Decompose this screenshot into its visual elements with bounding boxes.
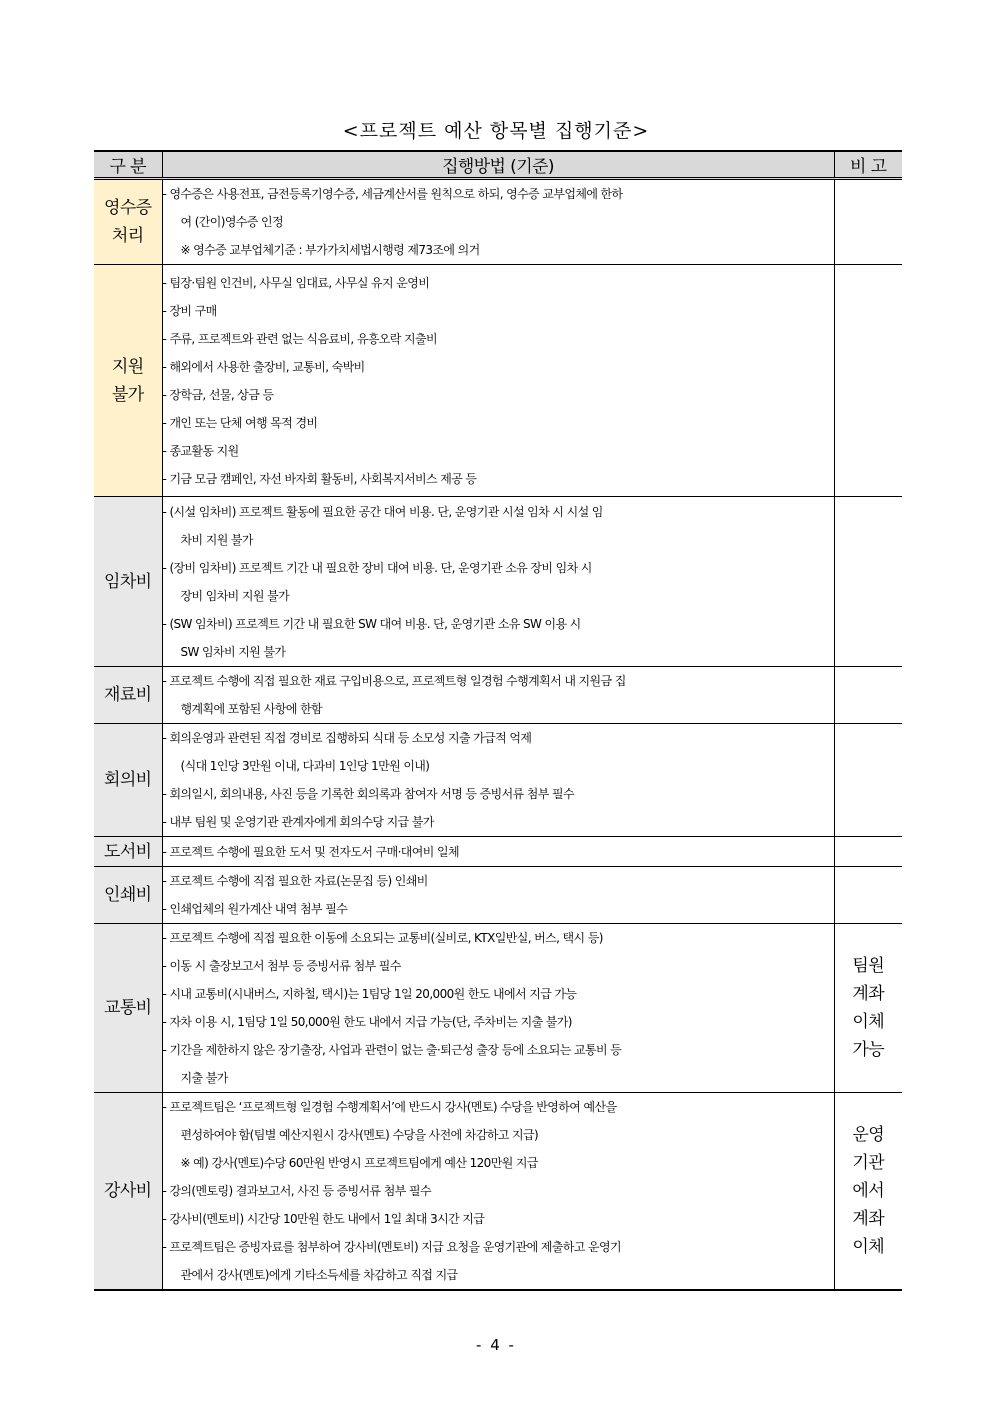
list-item: - 회의일시, 회의내용, 사진 등을 기록한 회의록과 참여자 서명 등 증빙서류 첨부 필수 bbox=[162, 787, 574, 801]
category-cell: 영수증 처리 bbox=[94, 179, 162, 265]
list-item: - 프로젝트 수행에 직접 필요한 이동에 소요되는 교통비(실비로, KTX일반실, 버스, 택시 등) bbox=[162, 931, 603, 945]
list-item: - 강사비(멘토비) 시간당 10만원 한도 내에서 1일 최대 3시간 지급 bbox=[162, 1212, 485, 1226]
list-item: - 개인 또는 단체 여행 목적 경비 bbox=[162, 415, 318, 430]
method-cell bbox=[162, 179, 834, 265]
note-cell: 팀원 계좌 이체 가능 bbox=[834, 924, 902, 1093]
list-item: - 프로젝트 수행에 직접 필요한 재료 구입비용으로, 프로젝트형 일경험 수행계획서 내 지원금 집 bbox=[162, 674, 626, 688]
list-item: - 프로젝트팀은 증빙자료를 첨부하여 강사비(멘토비) 지급 요청을 운영기관에 제출하고 운영기 bbox=[162, 1240, 622, 1254]
list-item: - 강의(멘토링) 결과보고서, 사진 등 증빙서류 첨부 필수 bbox=[162, 1184, 431, 1198]
header-category: 구 분 bbox=[94, 151, 162, 179]
list-item: - 주류, 프로젝트와 관련 없는 식음료비, 유흥오락 지출비 bbox=[162, 331, 437, 346]
list-item: 장비 임차비 지원 불가 bbox=[180, 588, 290, 603]
table-row bbox=[94, 667, 902, 724]
method-cell bbox=[162, 667, 834, 724]
note-cell bbox=[834, 867, 902, 924]
list-item: - 기금 모금 캠페인, 자선 바자회 활동비, 사회복지서비스 제공 등 bbox=[162, 471, 477, 486]
list-item: (식대 1인당 3만원 이내, 다과비 1인당 1만원 이내) bbox=[180, 759, 430, 773]
list-item: 지출 불가 bbox=[180, 1071, 228, 1085]
list-item: 여 (간이)영수증 인정 bbox=[180, 215, 284, 229]
category-cell: 회의비 bbox=[94, 724, 162, 837]
list-item: - 해외에서 사용한 출장비, 교통비, 숙박비 bbox=[162, 359, 365, 374]
list-item: - 장비 구매 bbox=[162, 303, 217, 318]
list-item: - (SW 임차비) 프로젝트 기간 내 필요한 SW 대여 비용. 단, 운영기관 소유 SW 이용 시 bbox=[162, 616, 581, 631]
list-item: ※ 영수증 교부업체기준 : 부가가치세법시행령 제73조에 의거 bbox=[180, 243, 480, 257]
list-item: - (장비 임차비) 프로젝트 기간 내 필요한 장비 대여 비용. 단, 운영기관 소유 장비 임차 시 bbox=[162, 560, 592, 575]
category-cell: 강사비 bbox=[94, 1093, 162, 1291]
page-title: <프로젝트 예산 항목별 집행기준> bbox=[342, 120, 650, 142]
budget-criteria-table bbox=[94, 150, 902, 1291]
category-cell: 재료비 bbox=[94, 667, 162, 724]
list-item: - 프로젝트팀은 ‘프로젝트형 일경험 수행계획서’에 반드시 강사(멘토) 수당을 반영하여 예산을 bbox=[162, 1100, 617, 1114]
note-cell: 운영 기관 에서 계좌 이체 bbox=[834, 1093, 902, 1291]
list-item: ※ 예) 강사(멘토)수당 60만원 반영시 프로젝트팀에게 예산 120만원 지급 bbox=[180, 1156, 538, 1170]
note-cell bbox=[834, 837, 902, 867]
list-item: - 시내 교통비(시내버스, 지하철, 택시)는 1팀당 1일 20,000원 한도 내에서 지급 가능 bbox=[162, 987, 577, 1001]
list-item: - 기간을 제한하지 않은 장기출장, 사업과 관련이 없는 출·퇴근성 출장 등에 소요되는 교통비 등 bbox=[162, 1043, 622, 1057]
list-item: - 프로젝트 수행에 필요한 도서 및 전자도서 구매·대여비 일체 bbox=[162, 844, 459, 859]
table-row bbox=[94, 724, 902, 837]
note-cell bbox=[834, 724, 902, 837]
note-cell bbox=[834, 265, 902, 497]
list-item: 차비 지원 불가 bbox=[180, 532, 253, 547]
method-cell bbox=[162, 497, 834, 667]
category-cell: 임차비 bbox=[94, 497, 162, 667]
table-row bbox=[94, 1093, 902, 1291]
method-cell bbox=[162, 724, 834, 837]
table-header-row bbox=[94, 151, 902, 179]
method-cell bbox=[162, 265, 834, 497]
method-cell bbox=[162, 924, 834, 1093]
list-item: - 프로젝트 수행에 직접 필요한 자료(논문집 등) 인쇄비 bbox=[162, 874, 428, 888]
list-item: - 내부 팀원 및 운영기관 관계자에게 회의수당 지급 불가 bbox=[162, 815, 434, 829]
list-item: - 인쇄업체의 원가계산 내역 첨부 필수 bbox=[162, 902, 348, 916]
header-note: 비 고 bbox=[834, 151, 902, 179]
category-cell: 교통비 bbox=[94, 924, 162, 1093]
list-item: - 영수증은 사용전표, 금전등록기영수증, 세금계산서를 원칙으로 하되, 영수증 교부업체에 한하 bbox=[162, 187, 623, 201]
note-cell bbox=[834, 667, 902, 724]
category-cell: 지원 불가 bbox=[94, 265, 162, 497]
method-cell bbox=[162, 867, 834, 924]
list-item: - 종교활동 지원 bbox=[162, 443, 239, 458]
page-number: - 4 - bbox=[476, 1336, 516, 1354]
table-row bbox=[94, 265, 902, 497]
table-row bbox=[94, 179, 902, 265]
category-cell: 도서비 bbox=[94, 837, 162, 867]
method-cell bbox=[162, 837, 834, 867]
list-item: - (시설 임차비) 프로젝트 활동에 필요한 공간 대여 비용. 단, 운영기관 시설 임차 시 시설 임 bbox=[162, 504, 603, 519]
note-cell bbox=[834, 497, 902, 667]
table-row bbox=[94, 867, 902, 924]
header-method: 집행방법 (기준) bbox=[162, 151, 834, 179]
table-row bbox=[94, 924, 902, 1093]
list-item: 편성하여야 함(팀별 예산지원시 강사(멘토) 수당을 사전에 차감하고 지급) bbox=[180, 1128, 539, 1142]
method-cell bbox=[162, 1093, 834, 1291]
list-item: - 자차 이용 시, 1팀당 1일 50,000원 한도 내에서 지급 가능(단, 주차비는 지출 불가) bbox=[162, 1015, 572, 1029]
note-cell bbox=[834, 179, 902, 265]
list-item: - 이동 시 출장보고서 첨부 등 증빙서류 첨부 필수 bbox=[162, 959, 401, 973]
list-item: - 회의운영과 관련된 직접 경비로 집행하되 식대 등 소모성 지출 가급적 억제 bbox=[162, 731, 532, 745]
list-item: - 장학금, 선물, 상금 등 bbox=[162, 387, 274, 402]
table-row bbox=[94, 497, 902, 667]
table-row bbox=[94, 837, 902, 867]
list-item: 행계획에 포함된 사항에 한함 bbox=[180, 702, 323, 716]
list-item: - 팀장·팀원 인건비, 사무실 임대료, 사무실 유지 운영비 bbox=[162, 275, 430, 290]
list-item: SW 임차비 지원 불가 bbox=[180, 644, 286, 659]
category-cell: 인쇄비 bbox=[94, 867, 162, 924]
list-item: 관에서 강사(멘토)에게 기타소득세를 차감하고 직접 지급 bbox=[180, 1268, 458, 1282]
